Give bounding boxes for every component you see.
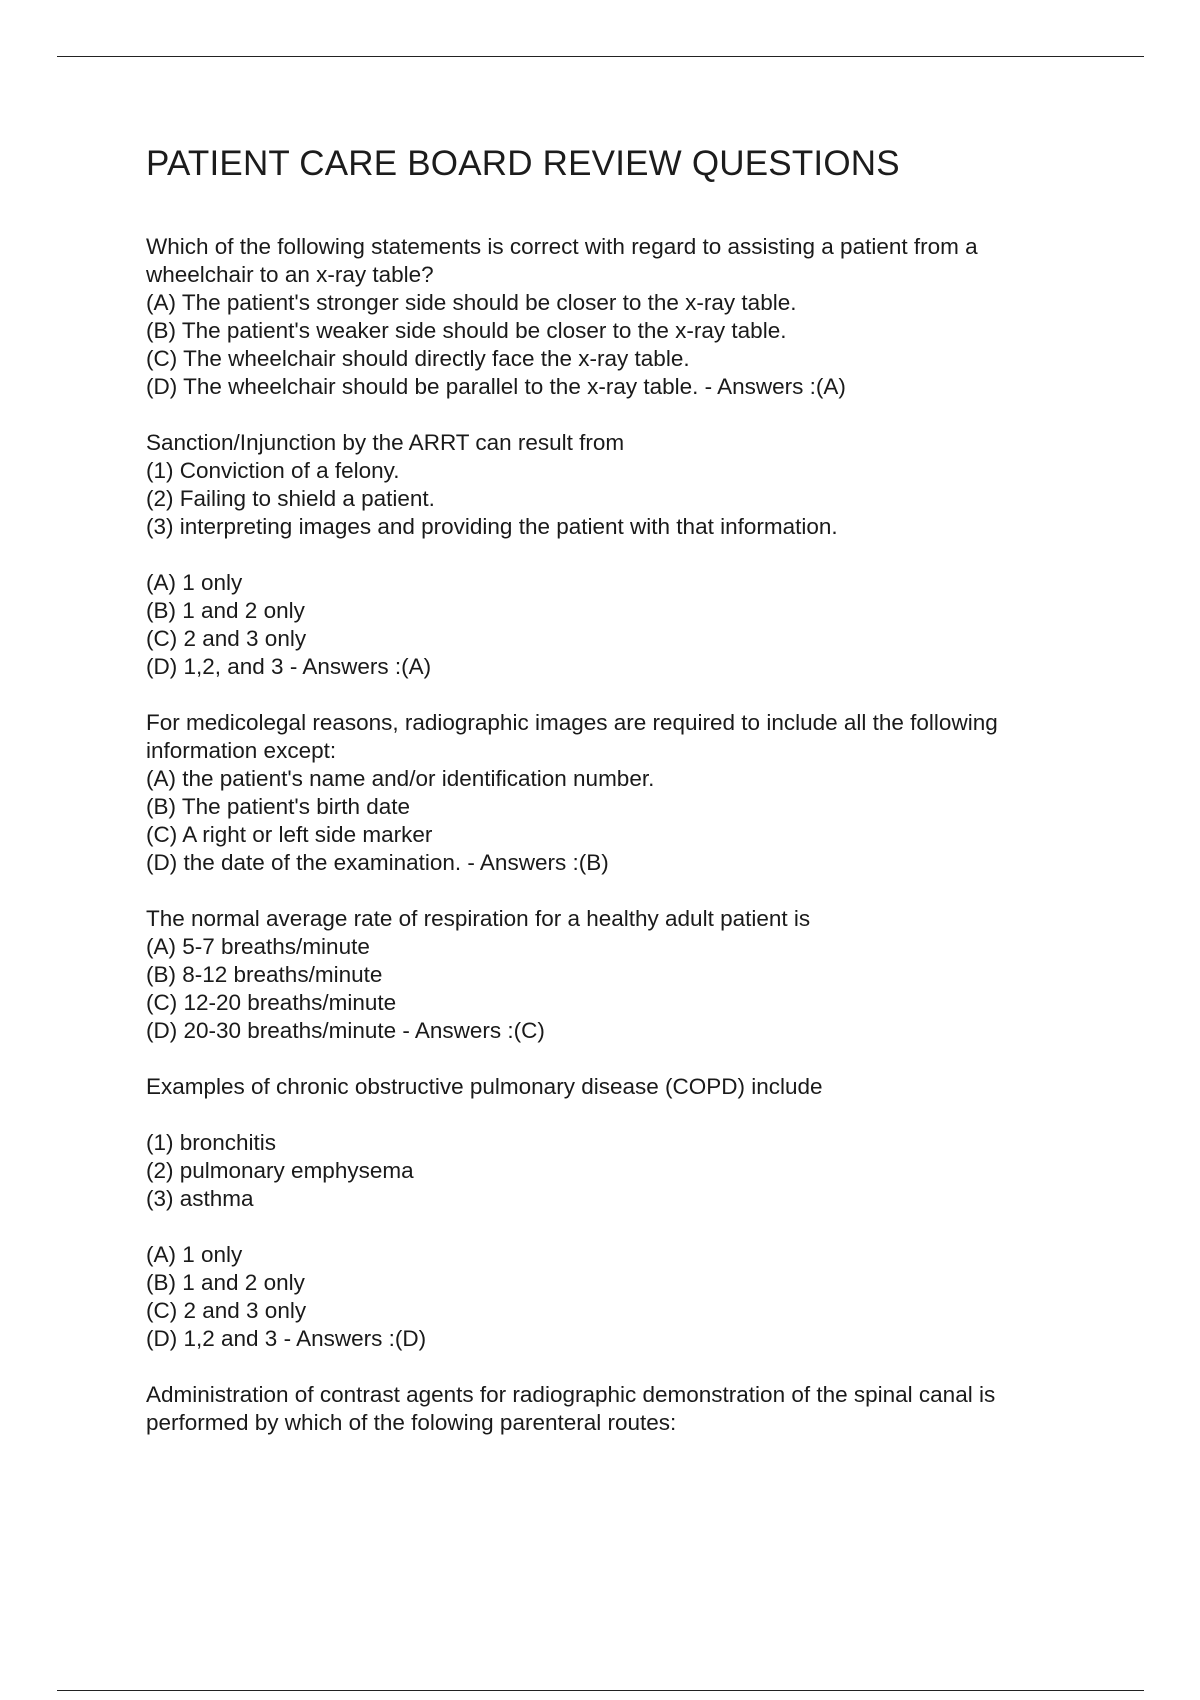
question-2-item-1: (1) Conviction of a felony.: [146, 458, 400, 483]
question-2: [146, 429, 1086, 681]
question-4-option-b: (B) 8-12 breaths/minute: [146, 962, 383, 987]
question-5-gap-1: [146, 1101, 1086, 1129]
question-2-option-d: (D) 1,2, and 3 - Answers :(A): [146, 654, 432, 679]
question-1-line-2: wheelchair to an x-ray table?: [146, 262, 434, 287]
question-5-line-1: Examples of chronic obstructive pulmonary disease (COPD) include: [146, 1074, 823, 1099]
question-1-option-b: (B) The patient's weaker side should be closer to the x-ray table.: [146, 318, 787, 343]
question-3-option-a: (A) the patient's name and/or identification number.: [146, 766, 655, 791]
question-5-item-2: (2) pulmonary emphysema: [146, 1158, 414, 1183]
question-6-line-1: Administration of contrast agents for radiographic demonstration of the spinal canal is: [146, 1382, 996, 1407]
bottom-divider: [57, 1690, 1144, 1691]
question-2-line-1: Sanction/Injunction by the ARRT can result from: [146, 430, 625, 455]
question-3-option-b: (B) The patient's birth date: [146, 794, 411, 819]
question-1-option-a: (A) The patient's stronger side should be closer to the x-ray table.: [146, 290, 797, 315]
question-3-option-c: (C) A right or left side marker: [146, 822, 433, 847]
question-4-line-1: The normal average rate of respiration for a healthy adult patient is: [146, 906, 811, 931]
question-2-option-b: (B) 1 and 2 only: [146, 598, 305, 623]
question-3-line-2: information except:: [146, 738, 337, 763]
top-divider: [57, 56, 1144, 57]
question-1: [146, 233, 1086, 401]
question-2-item-2: (2) Failing to shield a patient.: [146, 486, 435, 511]
question-5-item-3: (3) asthma: [146, 1186, 254, 1211]
question-5-option-a: (A) 1 only: [146, 1242, 243, 1267]
question-1-line-1: Which of the following statements is correct with regard to assisting a patient from a: [146, 234, 978, 259]
question-2-gap: [146, 541, 1086, 569]
question-5-option-b: (B) 1 and 2 only: [146, 1270, 305, 1295]
question-2-option-c: (C) 2 and 3 only: [146, 626, 307, 651]
document-body: [146, 142, 1086, 1465]
question-2-item-3: (3) interpreting images and providing the patient with that information.: [146, 514, 838, 539]
question-5-option-d: (D) 1,2 and 3 - Answers :(D): [146, 1326, 427, 1351]
question-4-option-c: (C) 12-20 breaths/minute: [146, 990, 397, 1015]
question-3: [146, 709, 1086, 877]
question-4: [146, 905, 1086, 1045]
question-5: [146, 1073, 1086, 1353]
question-3-line-1: For medicolegal reasons, radiographic images are required to include all the following: [146, 710, 998, 735]
question-5-gap-2: [146, 1213, 1086, 1241]
question-4-option-d: (D) 20-30 breaths/minute - Answers :(C): [146, 1018, 545, 1043]
question-1-option-c: (C) The wheelchair should directly face the x-ray table.: [146, 346, 690, 371]
question-4-option-a: (A) 5-7 breaths/minute: [146, 934, 370, 959]
question-3-option-d: (D) the date of the examination. - Answers :(B): [146, 850, 609, 875]
question-6: [146, 1381, 1086, 1437]
question-5-item-1: (1) bronchitis: [146, 1130, 277, 1155]
question-1-option-d: (D) The wheelchair should be parallel to the x-ray table. - Answers :(A): [146, 374, 846, 399]
page-title: PATIENT CARE BOARD REVIEW QUESTIONS: [146, 144, 900, 183]
question-6-line-2: performed by which of the folowing parenteral routes:: [146, 1410, 677, 1435]
question-5-option-c: (C) 2 and 3 only: [146, 1298, 307, 1323]
question-2-option-a: (A) 1 only: [146, 570, 243, 595]
